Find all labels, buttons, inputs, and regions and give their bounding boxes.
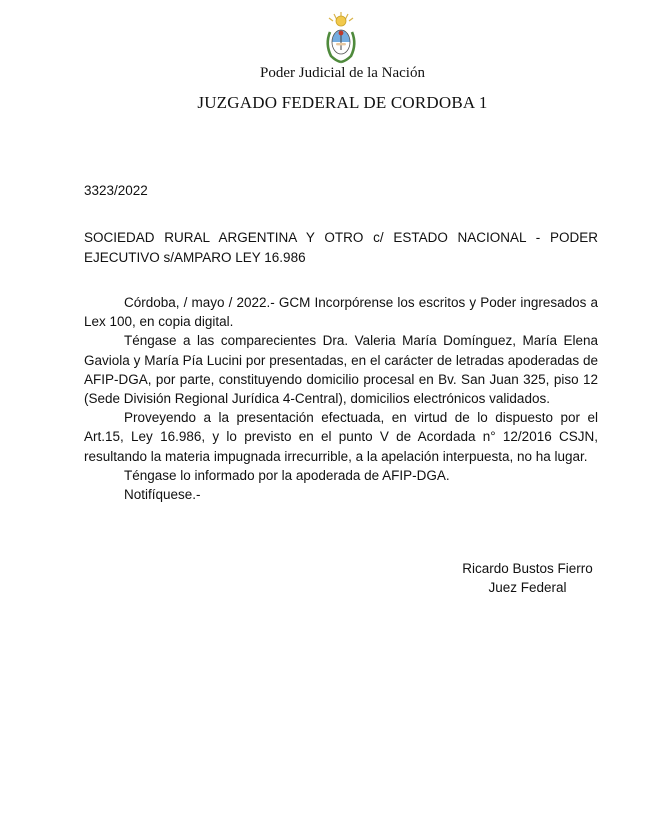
- case-caption: SOCIEDAD RURAL ARGENTINA Y OTRO c/ ESTADO NACIONAL - PODER EJECUTIVO s/AMPARO LEY 16.986: [84, 230, 598, 265]
- signer-title: Juez Federal: [488, 580, 567, 595]
- case-number: 3323/2022: [84, 183, 148, 198]
- paragraph: Córdoba, / mayo / 2022.- GCM Incorpórense los escritos y Poder ingresados a Lex 100, en copia digital.: [84, 295, 598, 330]
- paragraph: Téngase a las comparecientes Dra. Valeria María Domínguez, María Elena Gaviola y María Pía Lucini por presentadas, en el carácter de letradas apoderadas de AFIP-DGA, por parte, constituyendo domicilio procesal en Bv. San Juan 325, piso 12 (Sede División Regional Jurídica 4-Central), domicilios electrónicos validados.: [84, 333, 598, 407]
- sun: [336, 16, 346, 26]
- signature-block: [455, 559, 600, 597]
- signer-name: Ricardo Bustos Fierro: [462, 561, 593, 576]
- paragraph: Notifíquese.-: [124, 487, 201, 503]
- hands: [336, 43, 346, 45]
- phrygian-cap: [339, 31, 344, 36]
- paragraph: Proveyendo a la presentación efectuada, en virtud de lo dispuesto por el Art.15, Ley 16.986, y lo previsto en el punto V de Acordada n° 12/2016 CSJN, resultando la materia impugnada irrecurrible, a la apelación interpuesta, no ha lugar.: [84, 410, 598, 464]
- court-name: JUZGADO FEDERAL DE CORDOBA 1: [197, 93, 488, 112]
- organization-name: Poder Judicial de la Nación: [260, 65, 425, 81]
- argentina-coat-of-arms-icon: [322, 10, 360, 64]
- paragraph: Téngase lo informado por la apoderada de AFIP-DGA.: [124, 467, 450, 483]
- resolution-body: [84, 293, 598, 504]
